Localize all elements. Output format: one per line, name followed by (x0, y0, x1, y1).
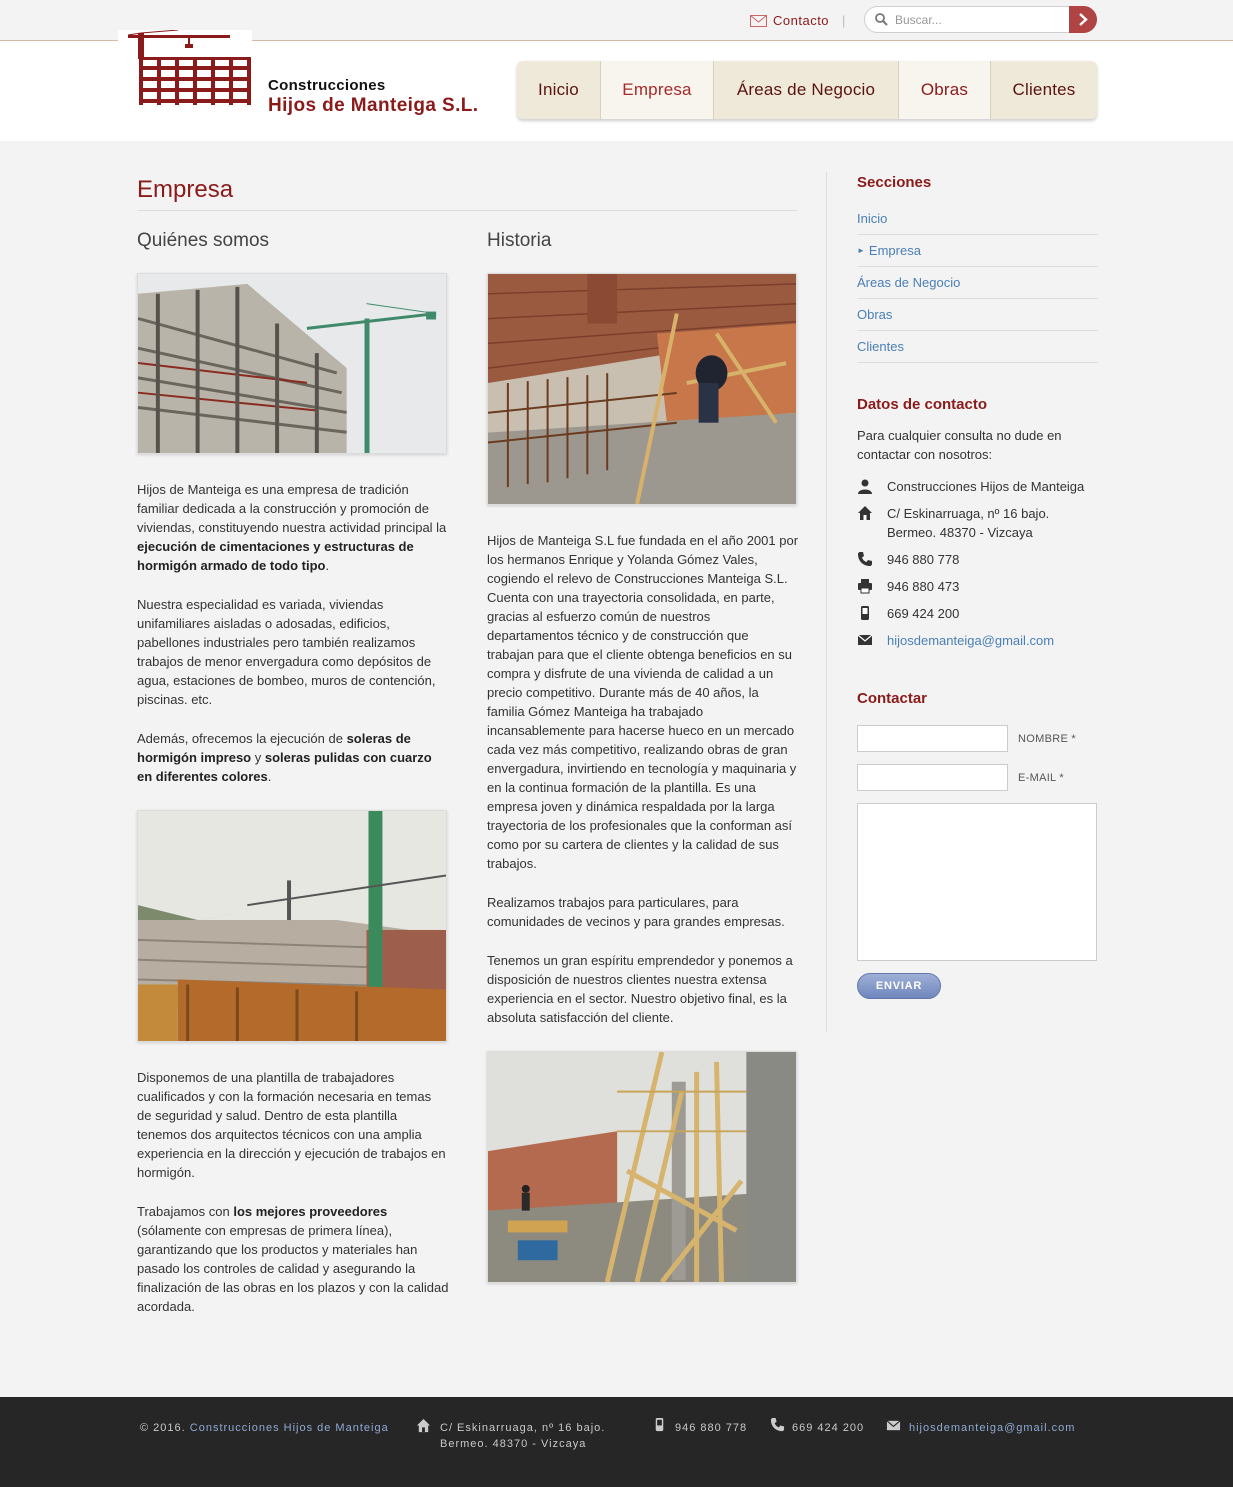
phone-icon (857, 551, 873, 567)
formwork-photo (487, 1051, 797, 1283)
message-textarea[interactable] (857, 803, 1097, 961)
services-paragraph: Además, ofrecemos la ejecución de soleras de hormigón impreso y soleras pulidas con cuarzo en diferentes colores. (137, 731, 432, 784)
history-paragraph: Hijos de Manteiga S.L fue fundada en el año 2001 por los hermanos Enrique y Yolanda Gómez Vales, cogiendo el relevo de Construcciones Manteiga S.L. Cuenta con una trayectoria consolidada, en parte, gracias al esfuerzo común de nuestros departamentos técnico y de construcción que trabajan para que el cliente obtenga beneficios en su compra y disfrute de una vivienda de calidad a un precio competitivo. Durante más de 40 años, la familia Gómez Manteiga ha trabajado incansablemente para hacerse hueco en un mercado cada vez más competitivo, realizando obras de gran envergadura, invirtiendo en tecnología y maquinaria y en la continua formación de la plantilla. Es una empresa joven y dinámica respaldada por la larga trayectoria de los profesionales que la conforman así como por su cartera de clientes y la calidad de sus trabajos. (487, 533, 799, 871)
envelope-icon (750, 15, 767, 27)
footer-company-link[interactable]: Construcciones Hijos de Manteiga (189, 1422, 389, 1434)
envelope-icon (857, 632, 873, 648)
contact-intro: Para cualquier consulta no dude en contactar con nosotros: (857, 428, 1062, 462)
intro-paragraph: Hijos de Manteiga es una empresa de tradición familiar dedicada a la construcción y promoción de viviendas, constituyendo nuestra actividad principal la ejecución de cimentaciones y estructuras de hormigón armado de todo tipo. (137, 482, 447, 573)
name-field[interactable] (857, 725, 1008, 752)
search-box (864, 6, 1097, 33)
suppliers-paragraph: Trabajamos con los mejores proveedores (sólamente con empresas de primera línea), garantizando que los productos y materiales han pasado los controles de calidad y asegurando la finalización de las obras en los plazos y con la calidad acordada. (137, 1204, 449, 1314)
historia-heading: Historia (487, 230, 552, 251)
printer-icon (857, 578, 873, 594)
section-link-areas-de-negocio[interactable]: Áreas de Negocio (857, 267, 1098, 299)
crane-logo[interactable] (118, 30, 252, 120)
contact-label: Contacto (773, 13, 830, 28)
envelope-icon (886, 1418, 901, 1433)
sections-heading: Secciones (857, 174, 932, 191)
contact-phone-row (857, 550, 959, 569)
contact-link[interactable] (750, 13, 829, 28)
contact-mobile-row (857, 604, 959, 623)
brand-line-1: Construcciones (268, 77, 386, 94)
footer-address-line-1: C/ Eskinarruaga, nº 16 bajo. (440, 1422, 606, 1434)
crane-site-photo (137, 810, 447, 1042)
home-icon (416, 1418, 431, 1433)
sections-list (857, 203, 1098, 363)
contact-company-row (857, 477, 1084, 496)
staff-paragraph: Disponemos de una plantilla de trabajadores cualificados y con la formación necesaria en temas de seguridad y salud. Dentro de esta plantilla tenemos dos arquitectos técnicos con una amplia experiencia en la dirección y ejecución de trabajos en hormigón. (137, 1070, 446, 1180)
email-label: E-MAIL * (1018, 772, 1065, 784)
footer-mobile: 669 424 200 (792, 1422, 865, 1434)
contact-email-row (857, 631, 1054, 650)
contact-address-line-1: C/ Eskinarruaga, nº 16 bajo. (887, 506, 1050, 521)
send-button[interactable]: ENVIAR (857, 973, 941, 999)
footer (0, 1397, 1233, 1487)
specialty-paragraph: Nuestra especialidad es variada, viviendas unifamiliares aisladas o adosadas, edificios, pabellones industriales pero también realizamos trabajos de menor envergadura como depósitos de agua, estaciones de bombeo, muros de contención, piscinas. etc. (137, 597, 436, 707)
nav-empresa[interactable]: Empresa (601, 61, 714, 119)
rebar-worker-photo (487, 273, 797, 505)
chevron-right-icon (1078, 13, 1088, 26)
footer-phone: 946 880 778 (675, 1422, 748, 1434)
contact-fax-row (857, 577, 959, 596)
brand-line-2: Hijos de Manteiga S.L. (268, 95, 479, 116)
footer-email-link[interactable]: hijosdemanteiga@gmail.com (909, 1422, 1076, 1434)
title-divider (137, 210, 797, 211)
topbar-divider: | (842, 13, 846, 28)
search-button[interactable] (1069, 6, 1097, 33)
main-nav (517, 61, 1097, 119)
contact-address-row (857, 504, 1049, 542)
search-icon (875, 13, 888, 26)
nav-clientes[interactable]: Clientes (1012, 80, 1076, 99)
user-icon (857, 478, 873, 494)
phone-icon (770, 1417, 785, 1432)
contact-email-link[interactable]: hijosdemanteiga@gmail.com (887, 633, 1055, 648)
contact-form-heading: Contactar (857, 690, 928, 707)
section-link-clientes[interactable]: Clientes (857, 331, 1098, 363)
contact-fax: 946 880 473 (887, 579, 960, 594)
section-link-empresa[interactable]: ► Empresa (857, 235, 1098, 267)
contact-company: Construcciones Hijos de Manteiga (887, 479, 1085, 494)
clients-paragraph: Realizamos trabajos para particulares, para comunidades de vecinos y para grandes empresas. (487, 895, 785, 929)
contact-data-heading: Datos de contacto (857, 396, 988, 413)
contact-phone: 946 880 778 (887, 552, 960, 567)
section-link-inicio[interactable]: Inicio (857, 203, 1098, 235)
quienes-somos-heading: Quiénes somos (137, 230, 270, 251)
mobile-phone-icon (857, 605, 873, 621)
crane-logo-graphic (118, 30, 252, 120)
email-field[interactable] (857, 764, 1008, 791)
nav-obras[interactable]: Obras (899, 61, 991, 119)
home-icon (857, 505, 873, 521)
section-link-obras[interactable]: Obras (857, 299, 1098, 331)
contact-mobile: 669 424 200 (887, 606, 960, 621)
page-title: Empresa (137, 176, 234, 203)
sidebar-divider (826, 172, 827, 1032)
brand-name[interactable] (268, 77, 478, 117)
search-input[interactable] (895, 11, 1065, 29)
footer-copyright: © 2016. Construcciones Hijos de Manteiga (140, 1422, 389, 1434)
building-construction-photo (137, 273, 447, 454)
mobile-phone-icon (652, 1417, 667, 1432)
name-label: NOMBRE * (1018, 733, 1077, 745)
footer-address (440, 1420, 605, 1452)
contact-address-line-2: Bermeo. 48370 - Vizcaya (887, 525, 1033, 540)
spirit-paragraph: Tenemos un gran espíritu emprendedor y ponemos a disposición de nuestros clientes nuestra extensa experiencia en el sector. Nuestro objetivo final, es la absoluta satisfacción del cliente. (487, 953, 793, 1025)
nav-areas-de-negocio[interactable]: Áreas de Negocio (714, 61, 899, 119)
caret-right-icon: ► (857, 246, 865, 255)
nav-inicio[interactable]: Inicio (517, 61, 601, 119)
footer-address-line-2: Bermeo. 48370 - Vizcaya (440, 1438, 587, 1450)
